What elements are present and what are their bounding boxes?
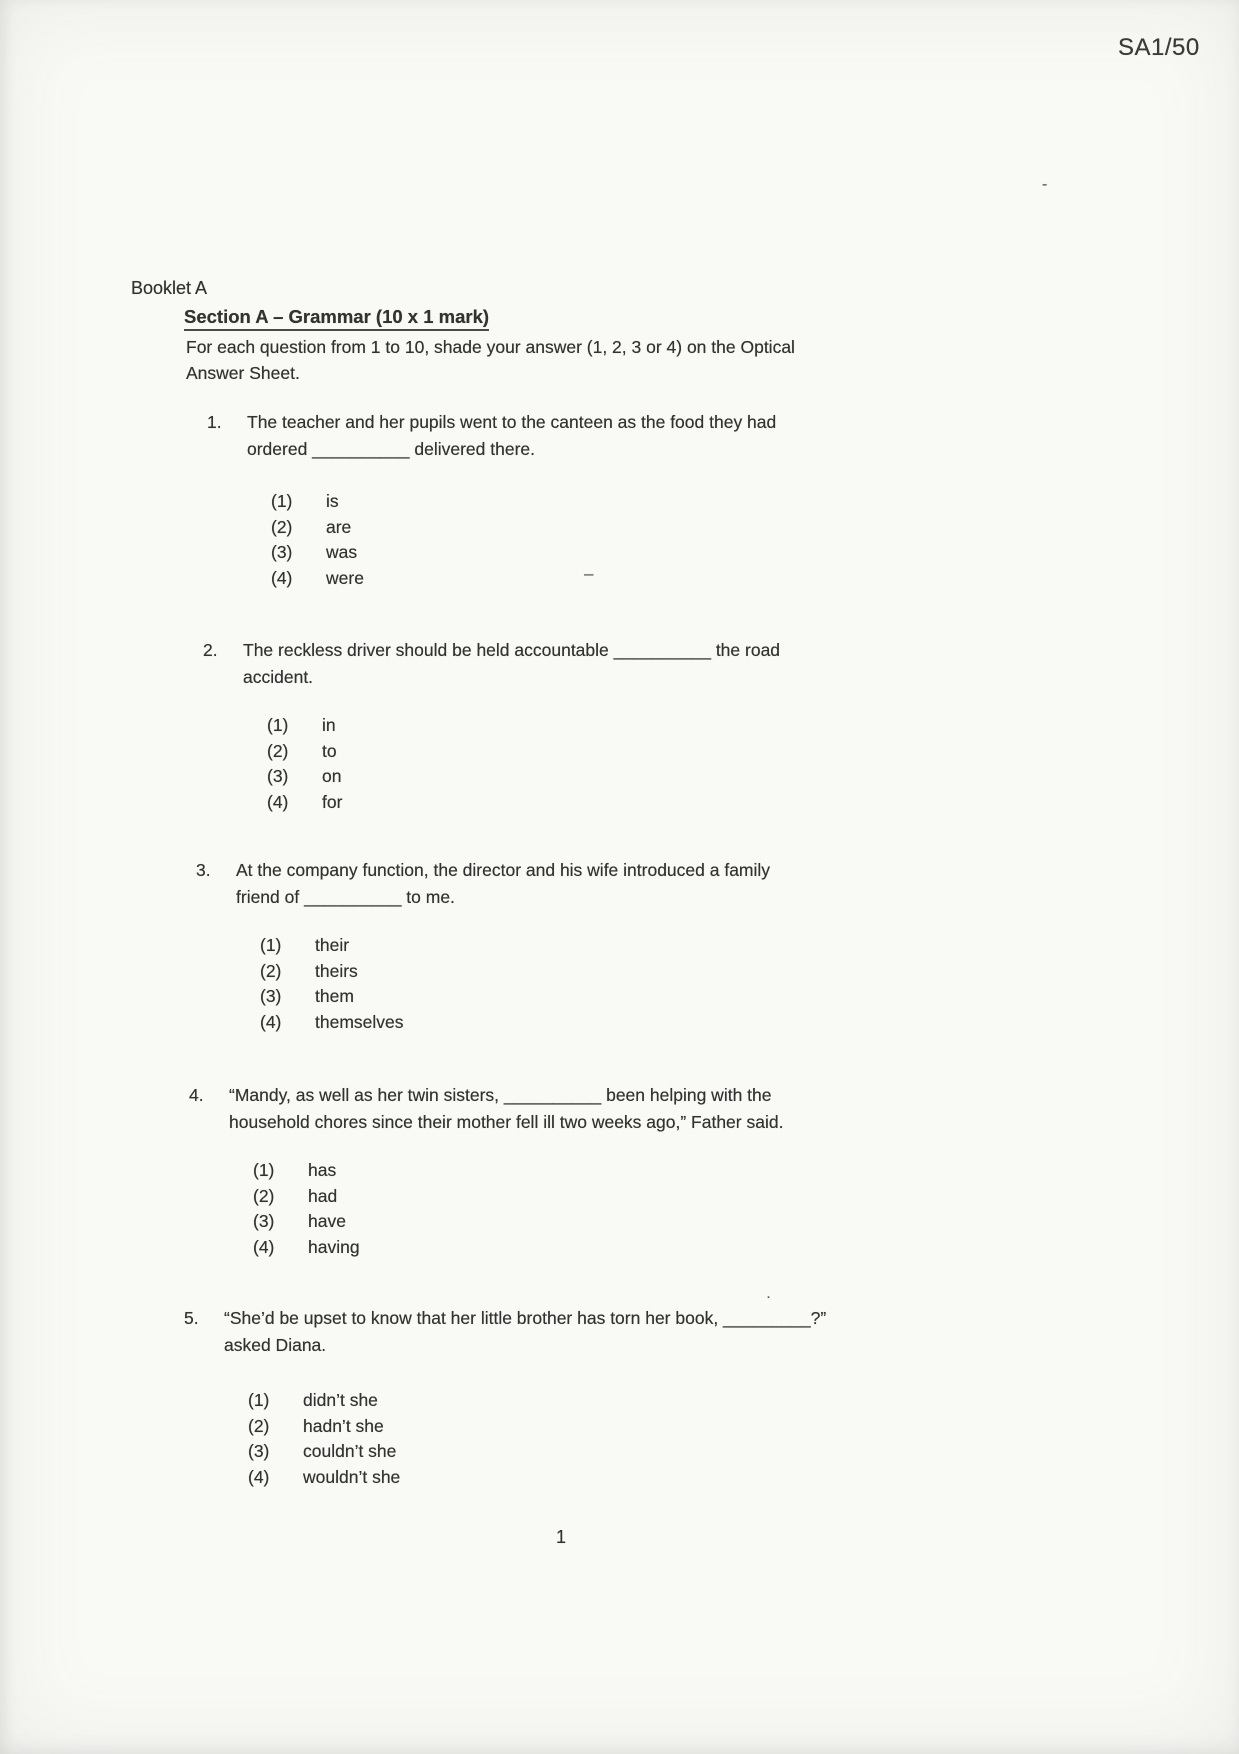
option-row — [236, 984, 770, 1010]
option-marker: (3) — [260, 986, 282, 1006]
option-marker: (4) — [267, 791, 289, 812]
options-list — [229, 1158, 783, 1260]
scan-artifact-speck: · — [766, 1288, 771, 1305]
section-heading: Section A – Grammar (10 x 1 mark) — [184, 306, 489, 331]
option-marker: (2) — [260, 960, 282, 981]
option-marker: (4) — [271, 567, 293, 588]
question-body — [243, 637, 780, 815]
instructions-line: Answer Sheet. — [186, 363, 300, 383]
question-number: 3. — [196, 860, 211, 880]
option-text: didn’t she — [303, 1390, 378, 1410]
option-row — [236, 933, 770, 959]
question-text-line: At the company function, the director and his wife introduced a family — [236, 860, 771, 880]
option-text: their — [315, 935, 350, 955]
question-text-line: “She’d be upset to know that her little brother has torn her book, _________?” — [224, 1308, 827, 1328]
option-text: to — [322, 740, 337, 761]
options-list — [247, 489, 776, 591]
option-row — [224, 1465, 826, 1491]
option-text: has — [308, 1160, 337, 1180]
option-marker: (1) — [260, 935, 282, 955]
option-row — [229, 1235, 783, 1261]
question-block-1 — [207, 409, 776, 591]
option-text: having — [308, 1236, 360, 1257]
option-row — [229, 1209, 783, 1235]
option-text: had — [308, 1185, 338, 1206]
option-row — [224, 1388, 826, 1414]
question-body — [247, 409, 776, 591]
option-row — [224, 1439, 826, 1465]
option-text: wouldn’t she — [303, 1466, 401, 1487]
question-block-3 — [196, 857, 770, 1035]
options-list — [243, 713, 780, 815]
option-row — [247, 540, 776, 566]
option-row — [229, 1184, 783, 1210]
option-row — [236, 959, 770, 985]
booklet-title: Booklet A — [131, 278, 208, 298]
option-marker: (3) — [248, 1441, 270, 1461]
question-number: 4. — [189, 1085, 204, 1105]
question-body — [229, 1082, 783, 1260]
option-text: in — [322, 715, 336, 735]
option-text: hadn’t she — [303, 1415, 384, 1436]
option-text: themselves — [315, 1011, 404, 1032]
option-row — [224, 1414, 826, 1440]
question-body — [236, 857, 770, 1035]
option-text: theirs — [315, 960, 358, 981]
option-marker: (1) — [248, 1390, 270, 1410]
option-row — [247, 566, 776, 592]
instructions-line: For each question from 1 to 10, shade your answer (1, 2, 3 or 4) on the Optical — [186, 337, 795, 357]
option-row — [243, 739, 780, 765]
option-marker: (1) — [271, 491, 293, 511]
option-text: on — [322, 766, 342, 786]
option-marker: (4) — [253, 1236, 275, 1257]
question-block-2 — [203, 637, 780, 815]
options-list — [236, 933, 770, 1035]
question-text-line: ordered __________ delivered there. — [247, 439, 535, 459]
question-text-line: accident. — [243, 667, 314, 687]
question-text-line: friend of __________ to me. — [236, 887, 455, 907]
option-row — [247, 515, 776, 541]
option-marker: (3) — [267, 766, 289, 786]
question-text-line: asked Diana. — [224, 1335, 327, 1355]
option-row — [247, 489, 776, 515]
question-block-4 — [189, 1082, 783, 1260]
question-number: 2. — [203, 640, 218, 660]
question-number: 1. — [207, 412, 222, 432]
option-row — [236, 1010, 770, 1036]
option-marker: (2) — [253, 1185, 275, 1206]
option-marker: (1) — [253, 1160, 275, 1180]
question-text-line: The teacher and her pupils went to the canteen as the food they had — [247, 412, 777, 432]
paper-code: SA1/50 — [1118, 34, 1200, 61]
question-number: 5. — [184, 1308, 199, 1328]
instructions — [186, 334, 795, 386]
option-row — [243, 713, 780, 739]
scan-artifact-dash: - — [1042, 176, 1048, 193]
option-row — [229, 1158, 783, 1184]
option-text: were — [326, 567, 364, 588]
option-marker: (2) — [271, 516, 293, 537]
option-row — [243, 790, 780, 816]
question-block-5 — [184, 1305, 826, 1490]
options-list — [224, 1388, 826, 1490]
question-text-line: “Mandy, as well as her twin sisters, __________ been helping with the — [229, 1085, 772, 1105]
option-marker: (2) — [248, 1415, 270, 1436]
option-marker: (3) — [253, 1211, 275, 1231]
page-number: 1 — [556, 1527, 567, 1547]
question-text-line: The reckless driver should be held accountable __________ the road — [243, 640, 781, 660]
option-text: have — [308, 1211, 346, 1231]
option-row — [243, 764, 780, 790]
option-marker: (3) — [271, 542, 293, 562]
option-text: is — [326, 491, 339, 511]
option-marker: (4) — [260, 1011, 282, 1032]
question-text-line: household chores since their mother fell ill two weeks ago,” Father said. — [229, 1112, 784, 1132]
option-text: was — [326, 542, 358, 562]
option-text: are — [326, 516, 352, 537]
option-marker: (4) — [248, 1466, 270, 1487]
option-text: for — [322, 791, 343, 812]
option-marker: (2) — [267, 740, 289, 761]
option-text: them — [315, 986, 354, 1006]
option-text: couldn’t she — [303, 1441, 397, 1461]
scan-artifact-dash: – — [584, 564, 594, 583]
question-body — [224, 1305, 826, 1490]
option-marker: (1) — [267, 715, 289, 735]
